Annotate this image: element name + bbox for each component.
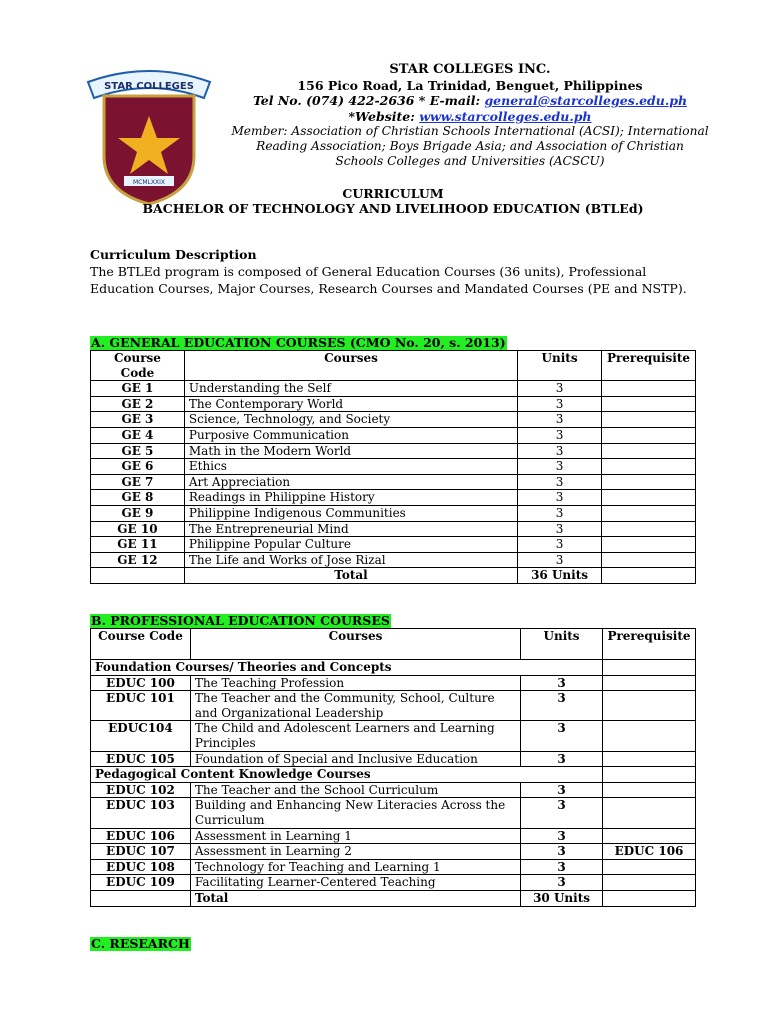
description-body: The BTLEd program is composed of General Education Courses (36 units), Professional Education Courses, Major Courses, Research Courses and Mandated Courses (PE and NSTP). [90, 264, 687, 296]
logo-text: STAR COLLEGES [104, 81, 194, 92]
logo-year: MCMLXXIX [133, 179, 165, 186]
group-row [91, 660, 696, 676]
table-row: EDUC 109 Facilitating Learner-Centered Teaching 3 [91, 875, 696, 891]
table-row: GE 11 Philippine Popular Culture 3 [91, 537, 696, 553]
header-course-code: Course Code [91, 629, 191, 660]
header-units: Units [521, 629, 603, 660]
header-prerequisite: Prerequisite [601, 351, 695, 381]
table-row: GE 2 The Contemporary World 3 [91, 396, 696, 412]
table-row: GE 6 Ethics 3 [91, 459, 696, 475]
curriculum-description [90, 246, 700, 297]
table-row: EDUC 105 Foundation of Special and Inclusive Education 3 [91, 751, 696, 767]
website-line [210, 109, 730, 125]
org-address: 156 Pico Road, La Trinidad, Benguet, Philippines [297, 77, 643, 93]
star-colleges-logo [86, 64, 212, 206]
description-heading: Curriculum Description [90, 247, 257, 262]
membership-line-2: Reading Association; Boys Brigade Asia; and Association of Christian [256, 139, 684, 153]
tel-text: Tel No. (074) 422-2636 * E-mail: [252, 93, 485, 108]
table-header-row [91, 629, 696, 660]
membership-line-3: Schools Colleges and Universities (ACSCU) [335, 154, 605, 168]
group-foundation: Foundation Courses/ Theories and Concepts [91, 660, 603, 676]
table-row: EDUC 106 Assessment in Learning 1 3 [91, 828, 696, 844]
table-row: GE 8 Readings in Philippine History 3 [91, 490, 696, 506]
table-row: GE 12 The Life and Works of Jose Rizal 3 [91, 552, 696, 568]
section-b-title: B. PROFESSIONAL EDUCATION COURSES [91, 613, 390, 628]
email-link[interactable]: general@starcolleges.edu.ph [484, 93, 688, 108]
header-prerequisite: Prerequisite [602, 629, 695, 660]
table-row: GE 7 Art Appreciation 3 [91, 474, 696, 490]
contact-line [210, 93, 730, 109]
section-c-title: C. RESEARCH [91, 936, 190, 951]
table-row: EDUC 101 The Teacher and the Community, School, Culture and Organizational Leadership 3 [91, 691, 696, 721]
table-row: GE 1 Understanding the Self 3 [91, 381, 696, 397]
table-row: GE 4 Purposive Communication 3 [91, 427, 696, 443]
membership-line-1: Member: Association of Christian Schools International (ACSI); International [231, 124, 709, 138]
table-row: EDUC104 The Child and Adolescent Learners and Learning Principles 3 [91, 721, 696, 751]
professional-education-table [90, 628, 696, 907]
table-row: EDUC 107 Assessment in Learning 2 3 EDUC 106 [91, 844, 696, 860]
curriculum-title: CURRICULUM [342, 186, 444, 201]
table-row: GE 10 The Entrepreneurial Mind 3 [91, 521, 696, 537]
program-title: BACHELOR OF TECHNOLOGY AND LIVELIHOOD EDUCATION (BTLEd) [142, 201, 644, 216]
table-row: GE 3 Science, Technology, and Society 3 [91, 412, 696, 428]
org-name: STAR COLLEGES INC. [389, 62, 551, 77]
letterhead [210, 62, 730, 169]
table-header-row [91, 351, 696, 381]
general-education-table [90, 350, 696, 584]
header-courses: Courses [190, 629, 520, 660]
website-link[interactable]: www.starcolleges.edu.ph [419, 108, 592, 124]
header-course-code: Course Code [91, 351, 185, 381]
website-label: *Website: [348, 108, 420, 124]
total-row: Total 36 Units [91, 568, 696, 584]
section-a-title: A. GENERAL EDUCATION COURSES (CMO No. 20, s. 2013) [91, 335, 506, 350]
total-row: Total 30 Units [91, 890, 696, 906]
table-row: EDUC 103 Building and Enhancing New Literacies Across the Curriculum 3 [91, 798, 696, 828]
document-titles [90, 186, 696, 216]
table-row: GE 9 Philippine Indigenous Communities 3 [91, 505, 696, 521]
table-row: EDUC 108 Technology for Teaching and Learning 1 3 [91, 859, 696, 875]
table-row: EDUC 102 The Teacher and the School Curriculum 3 [91, 782, 696, 798]
header-courses: Courses [184, 351, 517, 381]
group-pedagogical: Pedagogical Content Knowledge Courses [91, 767, 603, 783]
group-row [91, 767, 696, 783]
header-units: Units [518, 351, 602, 381]
table-row: GE 5 Math in the Modern World 3 [91, 443, 696, 459]
table-row: EDUC 100 The Teaching Profession 3 [91, 675, 696, 691]
